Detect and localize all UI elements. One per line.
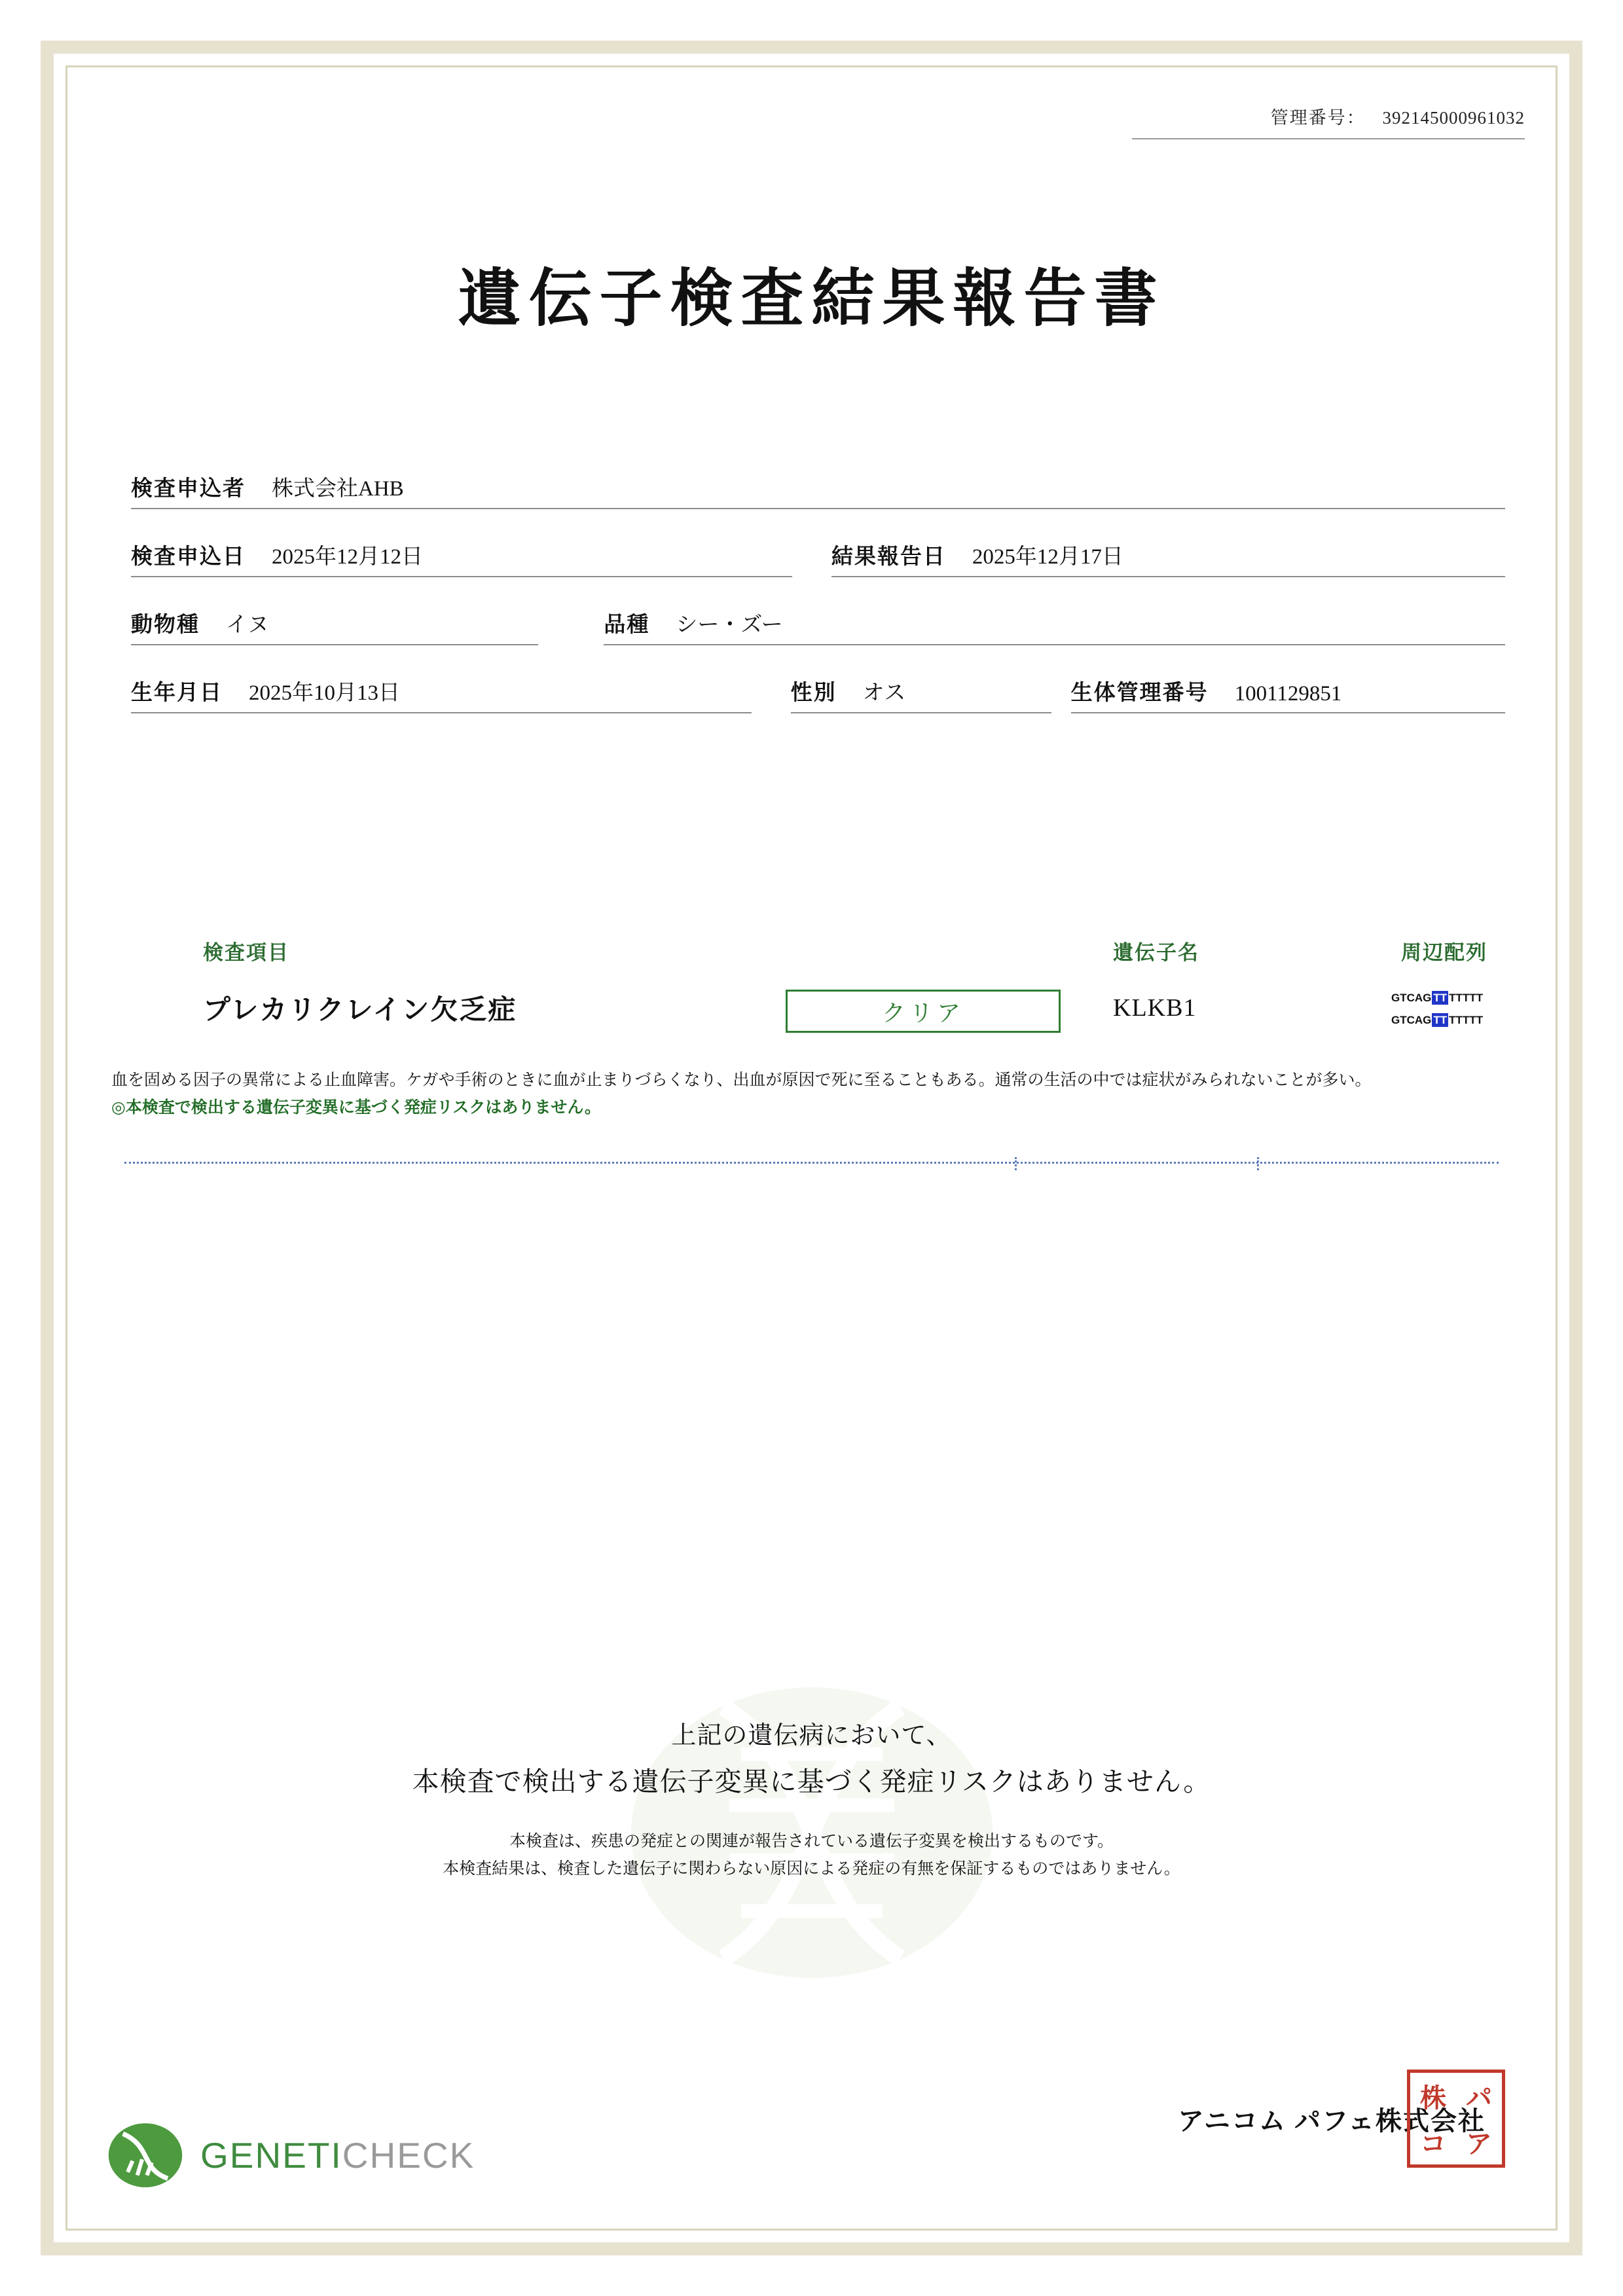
info-fields — [131, 471, 1505, 744]
conclusion-line-1: 上記の遺伝病において、 — [671, 1722, 952, 1749]
status-badge: クリア — [786, 990, 1061, 1033]
page-title: 遺伝子検査結果報告書 — [458, 264, 1165, 334]
result-description: 血を固める因子の異常による止血障害。ケガや手術のときに血が止まりづらくなり、出血が原因で死に至ることもある。通常の生活の中では症状がみられないことが多い。 — [111, 1071, 1372, 1089]
seq2-pre: GTCAG — [1391, 1014, 1432, 1026]
seq2-highlight: TT — [1433, 1014, 1448, 1026]
seal-char-0: 株 — [1420, 2083, 1446, 2113]
page-content — [98, 85, 1525, 2211]
seq1-post: TTTTT — [1449, 992, 1484, 1004]
column-header-sequence: 周辺配列 — [1401, 941, 1487, 964]
seal-char-1: パ — [1466, 2083, 1492, 2113]
seal-char-3: ア — [1466, 2128, 1492, 2159]
field-species-value: イヌ — [226, 613, 269, 637]
field-sex-label: 性別 — [790, 681, 837, 705]
field-breed-label: 品種 — [604, 613, 650, 637]
field-species-label: 動物種 — [131, 613, 200, 637]
field-report-date-value: 2025年12月17日 — [972, 545, 1123, 569]
field-breed — [604, 607, 1505, 645]
brand-logo-text-2: CHECK — [342, 2135, 475, 2176]
result-gene-name: KLKB1 — [1113, 994, 1197, 1022]
conclusion-line-2: 本検査で検出する遺伝子変異に基づく発症リスクはありません。 — [412, 1767, 1211, 1797]
seq2-post: TTTTT — [1449, 1014, 1484, 1026]
table-row — [111, 982, 1512, 1054]
issuer-company-name: アニコム パフェ株式会社 — [1178, 2106, 1486, 2136]
column-header-gene: 遺伝子名 — [1113, 941, 1199, 964]
seq1-highlight: TT — [1433, 992, 1448, 1004]
field-report-date — [831, 539, 1505, 577]
field-sex-value: オス — [862, 681, 906, 705]
issuer-block — [1178, 2070, 1505, 2168]
field-applicant-value: 株式会社AHB — [272, 477, 404, 501]
sequence-line-1 — [1391, 992, 1483, 1004]
brand-logo-text — [200, 2134, 475, 2176]
field-applicant — [131, 471, 1505, 509]
disclaimer-line-2: 本検査結果は、検査した遺伝子に関わらない原因による発症の有無を保証するものではありません。 — [443, 1859, 1180, 1878]
field-birth-label: 生年月日 — [131, 681, 223, 705]
sequence-readout — [1391, 987, 1483, 1031]
field-row-dates — [131, 539, 1505, 577]
sequence-line-2 — [1391, 1014, 1483, 1026]
control-number-label: 管理番号： — [1270, 108, 1366, 128]
field-row-applicant — [131, 471, 1505, 509]
brand-logo-text-1: GENETI — [200, 2135, 342, 2176]
field-sex — [791, 675, 1051, 713]
seq1-pre: GTCAG — [1391, 992, 1432, 1004]
seal-char-2: コ — [1420, 2128, 1446, 2159]
field-birth — [131, 675, 752, 713]
brand-logo — [105, 2119, 475, 2191]
field-row-birth — [131, 675, 1505, 713]
conclusion-disclaimer — [98, 1827, 1525, 1882]
field-animal-id-label: 生体管理番号 — [1070, 681, 1209, 705]
field-animal-id — [1071, 675, 1505, 713]
column-header-item: 検査項目 — [203, 941, 289, 964]
field-row-species — [131, 607, 1505, 645]
control-number — [1132, 103, 1525, 139]
divider-tick-2 — [1257, 1157, 1259, 1170]
field-breed-value: シー・ズー — [676, 613, 783, 637]
result-description-block — [111, 1067, 1512, 1122]
field-apply-date-label: 検査申込日 — [131, 545, 246, 569]
result-disease-name: プレカリクレイン欠乏症 — [203, 996, 517, 1026]
section-divider — [124, 1162, 1499, 1164]
field-birth-value: 2025年10月13日 — [249, 681, 400, 705]
field-species — [131, 607, 538, 645]
field-animal-id-value: 1001129851 — [1234, 682, 1342, 706]
field-applicant-label: 検査申込者 — [131, 477, 246, 501]
conclusion-block — [98, 1715, 1525, 1882]
field-report-date-label: 結果報告日 — [831, 545, 946, 569]
disclaimer-line-1: 本検査は、疾患の発症との関連が報告されている遺伝子変異を検出するものです。 — [509, 1832, 1114, 1850]
field-apply-date-value: 2025年12月12日 — [272, 545, 423, 569]
company-seal-stamp — [1407, 2070, 1505, 2168]
field-apply-date — [131, 539, 792, 577]
results-table-header — [111, 936, 1512, 969]
control-number-value: 392145000961032 — [1382, 108, 1525, 128]
divider-tick-1 — [1015, 1157, 1017, 1170]
geneticheck-leaf-icon — [105, 2119, 186, 2191]
result-risk-note: ◎本検査で検出する遺伝子変異に基づく発症リスクはありません。 — [111, 1099, 601, 1117]
